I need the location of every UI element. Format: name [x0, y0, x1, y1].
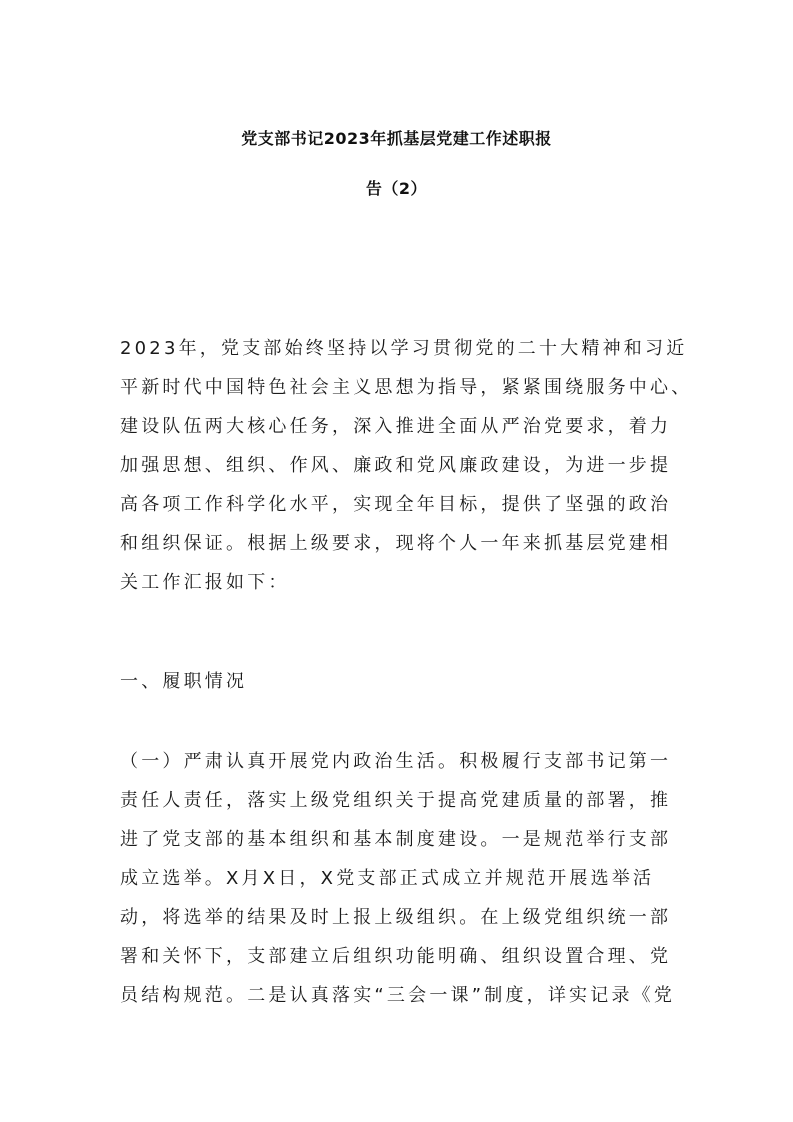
- section-heading: 一、履职情况: [120, 671, 248, 692]
- paragraph-line: 高各项工作科学化水平，实现全年目标，提供了坚强的政治: [120, 494, 672, 515]
- paragraph-line: 2023年，党支部始终坚持以学习贯彻党的二十大精神和习近: [120, 338, 688, 359]
- paragraph-line: 员结构规范。二是认真落实“三会一课”制度，详实记录《党: [120, 985, 676, 1006]
- paragraph-line: 和组织保证。根据上级要求，现将个人一年来抓基层党建相: [120, 533, 672, 554]
- paragraph-line: 关工作汇报如下：: [120, 572, 290, 593]
- paragraph-line: 署和关怀下，支部建立后组织功能明确、组织设置合理、党: [120, 946, 672, 967]
- paragraph-line: 平新时代中国特色社会主义思想为指导，紧紧围绕服务中心、: [120, 377, 693, 398]
- paragraph-line: 建设队伍两大核心任务，深入推进全面从严治党要求，着力: [120, 416, 672, 437]
- paragraph-line: 责任人责任，落实上级党组织关于提高党建质量的部署，推: [120, 790, 672, 811]
- paragraph-line: （一）严肃认真开展党内政治生活。积极履行支部书记第一: [120, 751, 672, 772]
- paragraph-line: 成立选举。X月X日，X党支部正式成立并规范开展选举活: [120, 868, 655, 889]
- document-title-line-2: 告（2）: [365, 179, 428, 198]
- document-title-line-1: 党支部书记2023年抓基层党建工作述职报: [241, 129, 552, 148]
- paragraph-line: 动，将选举的结果及时上报上级组织。在上级党组织统一部: [120, 907, 672, 928]
- paragraph-line: 进了党支部的基本组织和基本制度建设。一是规范举行支部: [120, 829, 672, 850]
- paragraph-line: 加强思想、组织、作风、廉政和党风廉政建设，为进一步提: [120, 455, 672, 476]
